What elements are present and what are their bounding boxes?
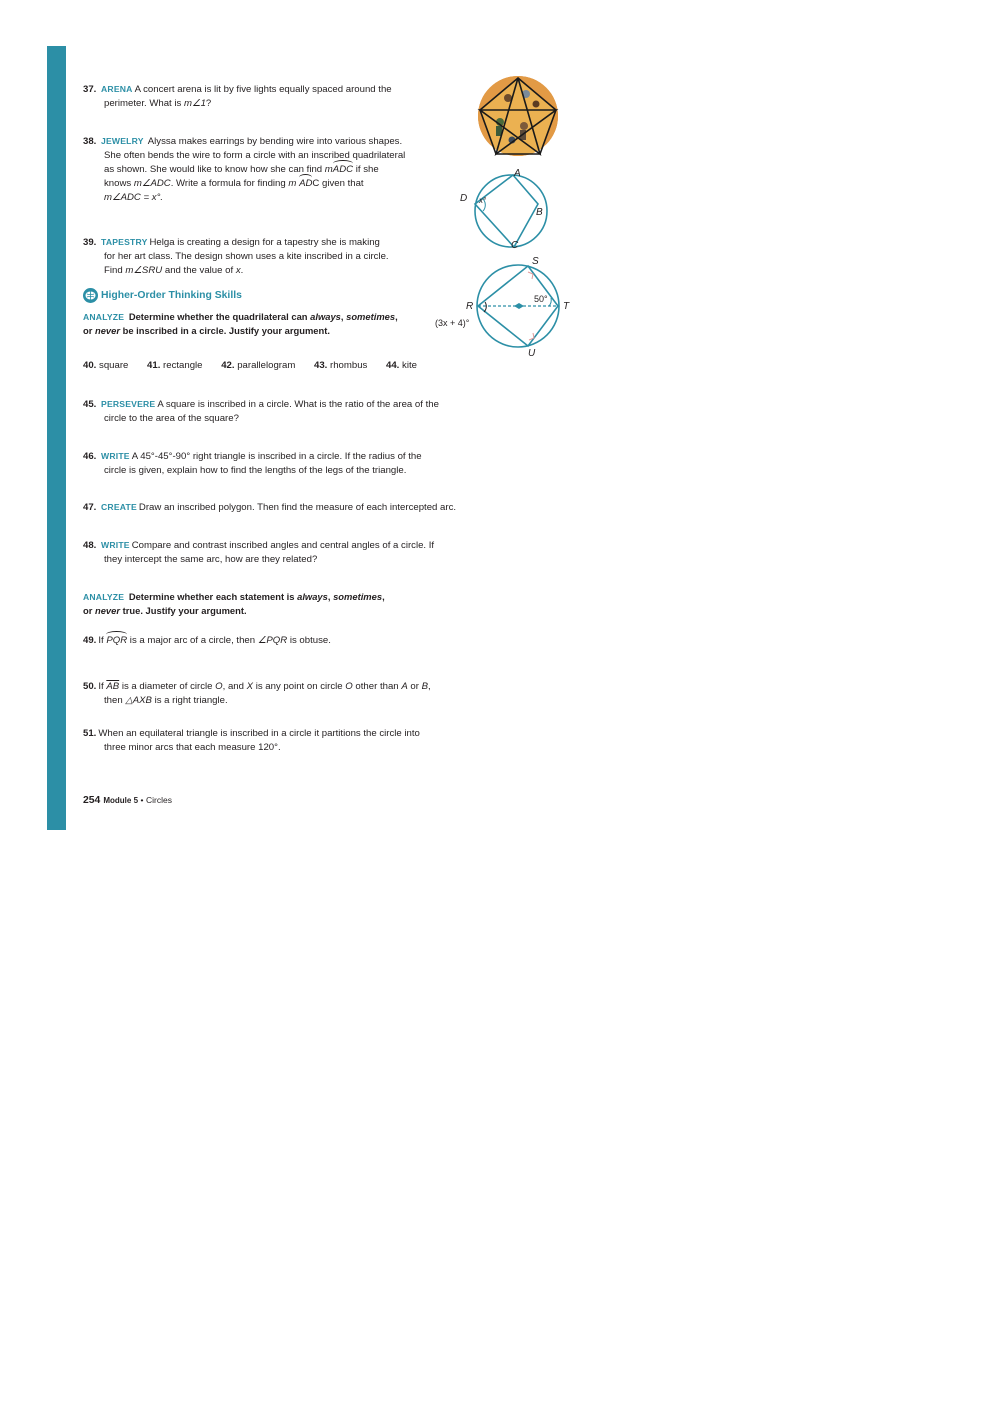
problem-number: 43. — [314, 360, 328, 371]
problem-text: If — [98, 681, 107, 692]
instruction-text: , — [395, 311, 398, 322]
math-var: x — [235, 265, 241, 276]
problem-text: or — [407, 681, 422, 692]
emphasis: never — [94, 605, 121, 616]
problem-text: and the value of — [162, 265, 236, 276]
instruction-text: , — [382, 591, 385, 602]
math-var: B — [421, 681, 428, 692]
emphasis: sometimes — [333, 591, 383, 602]
problem-number: 41. — [147, 360, 161, 371]
problem-text: other than — [352, 681, 402, 692]
list-item — [221, 360, 295, 371]
problem-text: A square is inscribed in a circle. What is the ratio of the area of the — [157, 399, 439, 410]
problem-text: square — [99, 360, 129, 371]
instruction-text: true. Justify your argument. — [120, 605, 247, 616]
vertex-label-A: A — [514, 168, 521, 179]
problem-tag: ANALYZE — [83, 312, 125, 322]
figure-39-kite — [432, 252, 574, 362]
angle-label: 50° — [534, 294, 548, 304]
problem-text: is a major arc of a circle, then — [127, 635, 258, 646]
vertex-label-S: S — [532, 256, 539, 267]
problem-text: knows — [104, 178, 134, 189]
problem-text: they intercept the same arc, how are they related? — [104, 554, 318, 565]
analyze-instruction-2 — [83, 590, 385, 618]
problem-51 — [83, 727, 420, 755]
vertex-label-B: B — [536, 207, 543, 218]
problems-40-44 — [83, 359, 433, 373]
problem-tag: ANALYZE — [83, 592, 125, 602]
problem-number: 44. — [386, 360, 400, 371]
problem-text: perimeter. What is — [104, 98, 184, 109]
math-expr: △AXB — [125, 695, 152, 706]
problem-text: . Write a formula for finding — [170, 178, 289, 189]
problem-text: If — [98, 635, 107, 646]
problem-text: as shown. She would like to know how she can find — [104, 164, 325, 175]
emphasis: never — [94, 325, 121, 336]
problem-text: if she — [353, 164, 379, 175]
math-arc: ADC — [332, 164, 354, 175]
instruction-text: , — [327, 591, 334, 602]
vertex-label-U: U — [528, 348, 536, 359]
problem-number: 39. — [83, 237, 97, 248]
problem-number: 49. — [83, 635, 97, 646]
instruction-text: or — [83, 325, 95, 336]
problem-39 — [83, 235, 389, 278]
problem-text: circle is given, explain how to find the lengths of the legs of the triangle. — [104, 465, 407, 476]
problem-text: for her art class. The design shown uses a kite inscribed in a circle. — [104, 251, 389, 262]
vertex-label-T: T — [563, 301, 570, 312]
problem-47 — [83, 500, 456, 515]
problem-number: 37. — [83, 84, 97, 95]
list-item — [147, 360, 202, 371]
list-item — [314, 360, 367, 371]
problem-text: circle to the area of the square? — [104, 413, 239, 424]
problem-number: 46. — [83, 451, 97, 462]
math-expr: m∠1 — [183, 98, 206, 109]
emphasis: sometimes — [346, 311, 396, 322]
problem-text: is any point on circle — [253, 681, 346, 692]
problem-45 — [83, 397, 439, 426]
section-title-text: Higher-Order Thinking Skills — [101, 290, 242, 301]
problem-tag: ARENA — [101, 84, 133, 94]
vertex-label-R: R — [466, 301, 474, 312]
angle-arc — [549, 298, 551, 306]
problem-number: 38. — [83, 136, 97, 147]
problem-text: is a diameter of circle — [119, 681, 216, 692]
instruction-text: or — [83, 605, 95, 616]
problem-text: parallelogram — [237, 360, 296, 371]
problem-46 — [83, 449, 422, 478]
problem-text: . — [240, 265, 244, 276]
problem-text: rectangle — [163, 360, 203, 371]
page-number: 254 — [83, 795, 101, 806]
separator: • — [140, 795, 144, 805]
math-expr: m∠SRU — [125, 265, 163, 276]
problem-48 — [83, 538, 434, 567]
problem-text: kite — [402, 360, 417, 371]
problem-number: 42. — [221, 360, 235, 371]
math-var: X — [246, 681, 254, 692]
math-var: O — [215, 681, 223, 692]
arena-photo — [476, 74, 560, 158]
problem-tag: CREATE — [101, 502, 137, 512]
problem-number: 40. — [83, 360, 97, 371]
problem-49 — [83, 634, 331, 648]
math-expr: m — [324, 164, 333, 175]
problem-tag: WRITE — [101, 451, 130, 461]
problem-text: C given that — [312, 178, 364, 189]
problem-text: Draw an inscribed polygon. Then find the measure of each intercepted arc. — [138, 502, 457, 513]
math-arc: PQR — [106, 635, 128, 646]
problem-text: When an equilateral triangle is inscribed in a circle it partitions the circle into — [98, 728, 420, 739]
problem-tag: WRITE — [101, 540, 130, 550]
instruction-text: Determine whether each statement is — [128, 591, 298, 602]
brain-icon — [83, 288, 98, 303]
problem-text: rhombus — [330, 360, 368, 371]
problem-text: then — [104, 695, 126, 706]
angle-expression: (3x + 4)° — [435, 318, 470, 328]
instruction-text: , — [340, 311, 347, 322]
problem-text: is a right triangle. — [151, 695, 228, 706]
page-footer — [83, 795, 172, 806]
math-var: O — [345, 681, 353, 692]
emphasis: always — [310, 311, 341, 322]
problem-number: 50. — [83, 681, 97, 692]
chapter-label: Circles — [146, 795, 173, 805]
instruction-text: Determine whether the quadrilateral can — [128, 311, 311, 322]
math-expr: m — [288, 178, 297, 189]
math-expr: m∠ADC — [133, 178, 171, 189]
analyze-instruction-1 — [83, 310, 398, 338]
problem-tag: JEWELRY — [101, 136, 144, 146]
problem-text: Helga is creating a design for a tapestry she is making — [149, 237, 380, 248]
problem-text: A 45°-45°-90° right triangle is inscribed in a circle. If the radius of the — [131, 451, 422, 462]
list-item — [83, 360, 128, 371]
math-expr: ∠PQR — [257, 635, 288, 646]
problem-tag: PERSEVERE — [101, 399, 156, 409]
problem-38 — [83, 134, 405, 205]
problem-text: three minor arcs that each measure 120°. — [104, 742, 281, 753]
emphasis: always — [297, 591, 328, 602]
math-arc: AD — [299, 178, 313, 189]
instruction-text: be inscribed in a circle. Justify your argument. — [120, 325, 330, 336]
section-title — [83, 288, 242, 303]
side-color-bar — [47, 46, 66, 830]
list-item — [386, 360, 417, 371]
problem-number: 48. — [83, 540, 97, 551]
center-mark — [514, 303, 524, 309]
problem-text: , — [428, 681, 431, 692]
problem-text: is obtuse. — [287, 635, 331, 646]
vertex-label-C: C — [511, 240, 519, 251]
problem-text: ? — [205, 98, 212, 109]
problem-50 — [83, 680, 431, 708]
vertex-label-D: D — [460, 193, 468, 204]
math-var: A — [401, 681, 408, 692]
module-label: Module 5 — [103, 796, 139, 805]
angle-label: x° — [479, 196, 487, 205]
figure-38-quadrilateral — [456, 164, 556, 254]
problem-tag: TAPESTRY — [101, 237, 148, 247]
problem-text: Find — [104, 265, 126, 276]
problem-text: Alyssa makes earrings by bending wire into various shapes. — [147, 136, 403, 147]
math-segment: $\overline{AB}$ — [106, 681, 120, 692]
problem-text: She often bends the wire to form a circle with an inscribed quadrilateral — [104, 150, 406, 161]
problem-37 — [83, 82, 392, 111]
problem-number: 47. — [83, 502, 97, 513]
problem-number: 45. — [83, 399, 97, 410]
right-angle-mark — [528, 272, 533, 279]
math-expr: m∠ADC = x°. — [104, 192, 164, 203]
problem-number: 51. — [83, 728, 97, 739]
problem-text: Compare and contrast inscribed angles and central angles of a circle. If — [131, 540, 435, 551]
problem-text: A concert arena is lit by five lights equally spaced around the — [134, 84, 392, 95]
problem-text: , and — [222, 681, 247, 692]
